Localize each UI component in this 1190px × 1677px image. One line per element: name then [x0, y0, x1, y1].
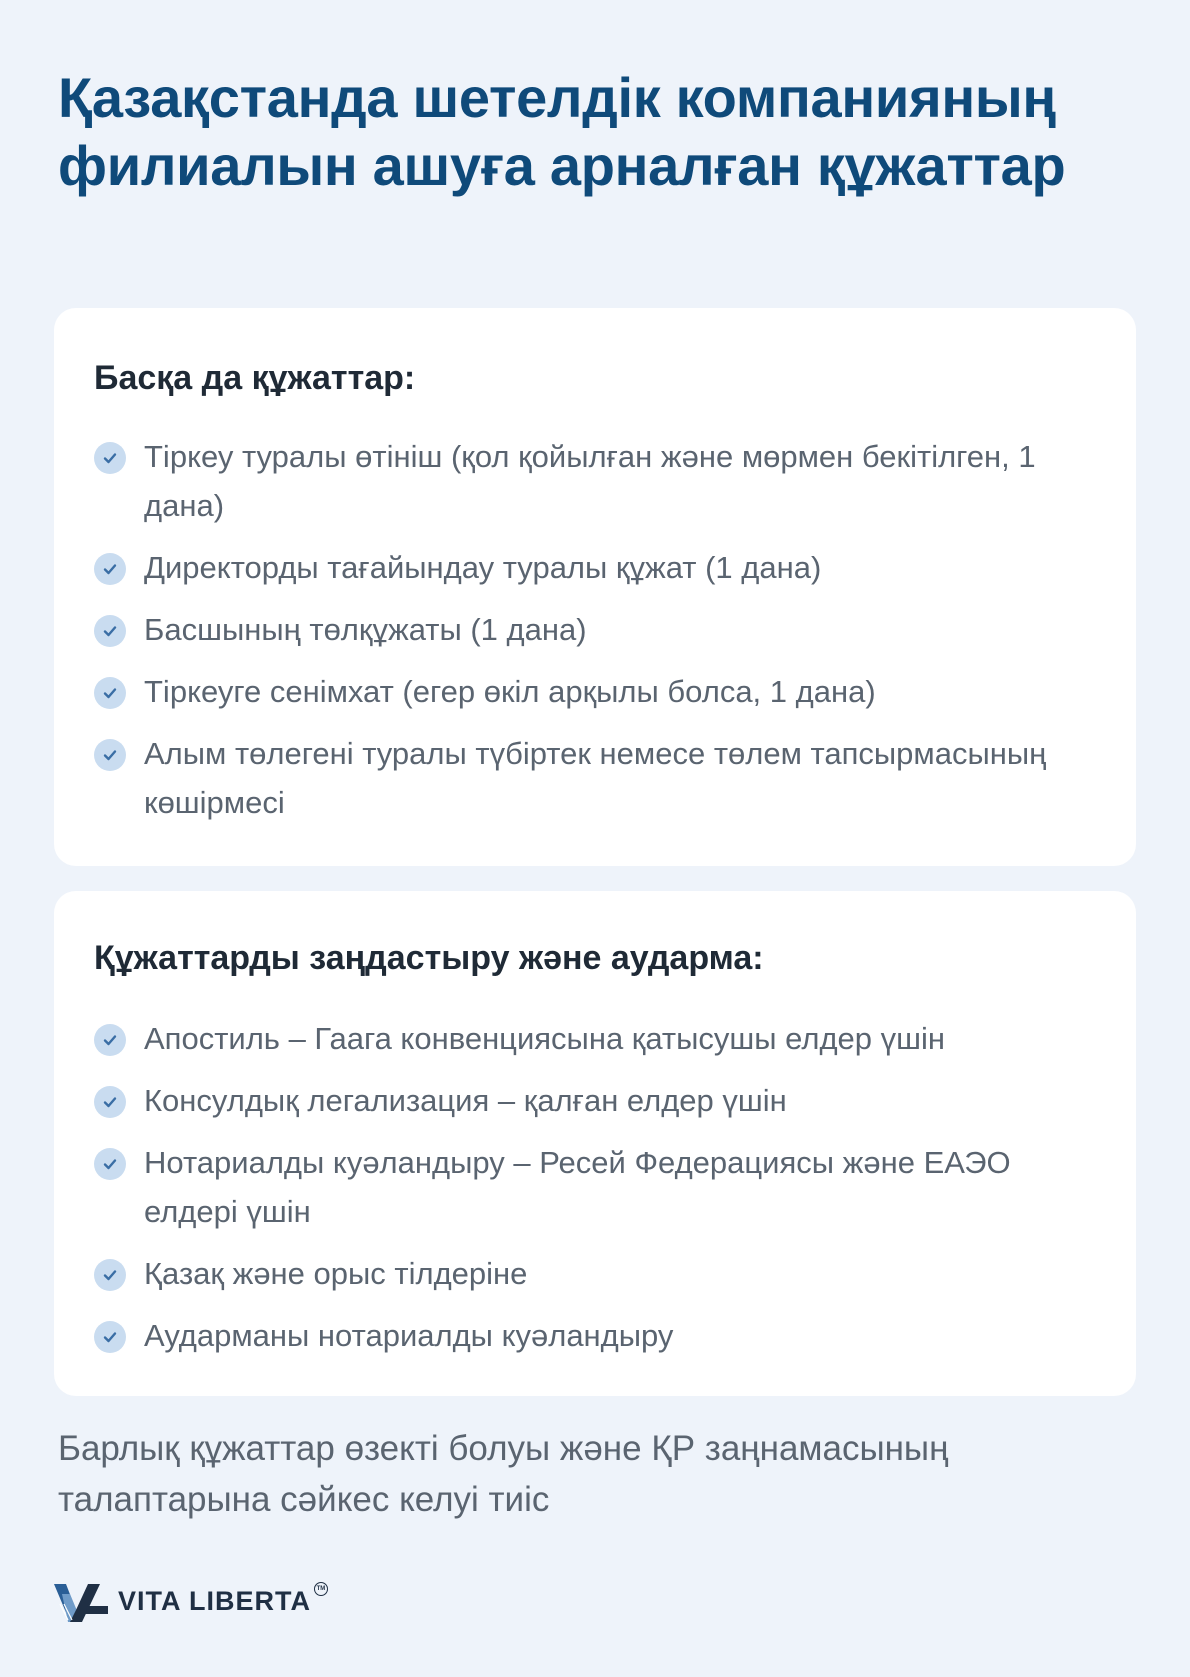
list-item: [94, 1014, 1094, 1063]
list-item-text: Апостиль – Гаага конвенциясына қатысушы елдер үшін: [144, 1021, 946, 1056]
check-icon: [94, 1086, 126, 1118]
list-item: [94, 1249, 1094, 1298]
list-item: [94, 667, 1094, 716]
list-item-text: Тіркеуге сенімхат (егер өкіл арқылы болса, 1 дана): [144, 674, 876, 709]
document-list: [94, 432, 1094, 840]
list-item: [94, 543, 1094, 592]
footer-note: Барлық құжаттар өзекті болуы және ҚР заңнамасының талаптарына сәйкес келуі тиіс: [58, 1429, 949, 1519]
list-item-text: Тіркеу туралы өтініш (қол қойылған және мөрмен бекітілген, 1 дана): [144, 439, 1036, 523]
card-heading: Басқа да құжаттар:: [94, 359, 416, 397]
list-item-text: Аударманы нотариалды куәландыру: [144, 1318, 674, 1353]
list-item-text: Консулдық легализация – қалған елдер үшін: [144, 1083, 787, 1118]
check-icon: [94, 1148, 126, 1180]
list-item: [94, 432, 1094, 530]
brand-logo: [54, 1580, 328, 1622]
check-icon: [94, 615, 126, 647]
card-heading: Құжаттарды заңдастыру және аударма:: [94, 939, 764, 977]
list-item: [94, 605, 1094, 654]
check-icon: [94, 1024, 126, 1056]
trademark-symbol: TM: [314, 1582, 328, 1596]
list-item: [94, 1076, 1094, 1125]
check-icon: [94, 677, 126, 709]
legalization-list: [94, 1014, 1094, 1373]
check-icon: [94, 1321, 126, 1353]
list-item-text: Директорды тағайындау туралы құжат (1 дана): [144, 550, 822, 585]
list-item-text: Алым төлегені туралы түбіртек немесе төлем тапсырмасының көшірмесі: [144, 736, 1047, 820]
list-item-text: Басшының төлқұжаты (1 дана): [144, 612, 587, 647]
check-icon: [94, 442, 126, 474]
legalization-translation-card: [54, 891, 1136, 1396]
brand-name: VITA LIBERTA: [118, 1585, 311, 1616]
list-item: [94, 729, 1094, 827]
check-icon: [94, 739, 126, 771]
list-item: [94, 1311, 1094, 1360]
check-icon: [94, 1259, 126, 1291]
list-item-text: Нотариалды куәландыру – Ресей Федерациясы және ЕАЭО елдері үшін: [144, 1145, 1011, 1229]
check-icon: [94, 553, 126, 585]
page-title: Қазақстанда шетелдік компанияның филиалын ашуға арналған құжаттар: [58, 66, 1066, 197]
list-item: [94, 1138, 1094, 1236]
vita-liberta-logo-icon: [54, 1580, 110, 1622]
list-item-text: Қазақ және орыс тілдеріне: [144, 1256, 528, 1291]
other-documents-card: [54, 308, 1136, 866]
